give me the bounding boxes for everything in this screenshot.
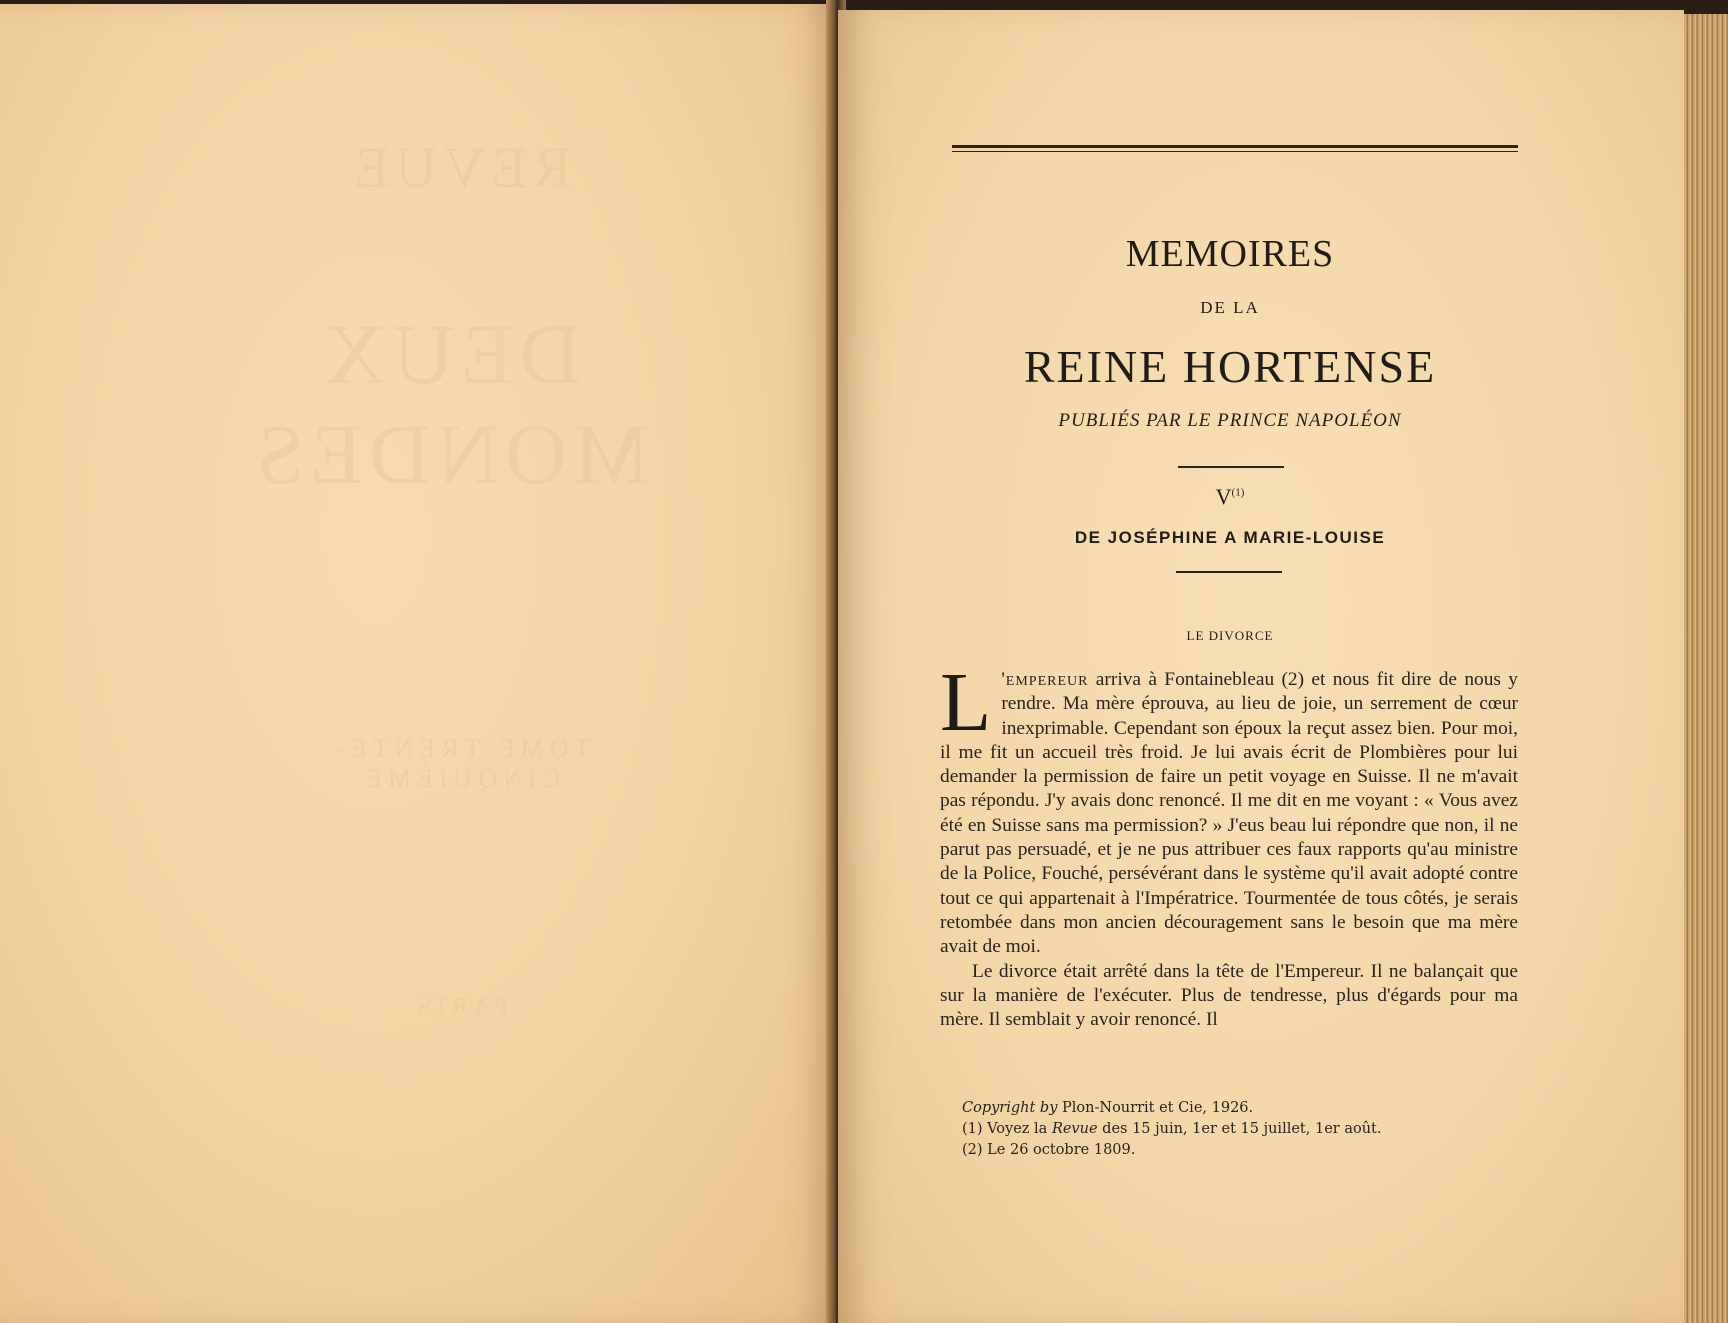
left-page xyxy=(0,4,836,1323)
page-edges xyxy=(1684,14,1728,1323)
chapter-number: V xyxy=(1215,484,1232,509)
paragraph-2: Le divorce était arrêté dans la tête de l'Empereur. Il ne balançait que sur la manière de l'exécuter. Plus de tendresse, plus d'égards pour ma mère. Il semblait y avoir renoncé. Il xyxy=(940,960,1518,1031)
drop-cap: L xyxy=(940,656,992,749)
rule-above-chapter xyxy=(1178,466,1284,468)
show-through-title: DEUX MONDES xyxy=(250,306,650,502)
header-subject: REINE HORTENSE xyxy=(1023,341,1437,392)
show-through-place: PARIS xyxy=(412,994,508,1020)
lead-word: 'empereur xyxy=(1001,669,1089,690)
rule-below-chapter xyxy=(1176,571,1282,573)
show-through-volume: TOME TRENTE-CINQUIÈME xyxy=(330,734,590,793)
paragraph-1-text: arriva à Fontainebleau (2) et nous fit dire de nous y rendre. Ma mère éprouva, au lieu de joie, un serrement de cœur inexprimable. Cependant son époux la reçut assez bien. Pour moi, il me fit un accueil très froid. Je lui avais écrit de Plombières pour lui demander la permission de faire un petit voyage en Suisse. Il ne m'avait pas répondu. J'y avais donc renoncé. Il me dit en me voyant : « Vous avez été en Suisse sans ma permission? » J'eus beau lui répondre que non, il ne parut pas persuadé, et je ne pus attribuer ces faux rapports qu'au ministre de la Police, Fouché, persévérant dans le système qu'il avait adopté contre tout ce qui appartenait à l'Impératrice. Tourmentée de tous côtés, je serais retombée dans mon ancien découragement sans le besoin que ma mère avait de moi. xyxy=(940,669,1518,958)
chapter-title: DE JOSÉPHINE A MARIE-LOUISE xyxy=(1074,528,1386,547)
top-rule xyxy=(952,145,1518,152)
show-through-masthead: REVUE xyxy=(348,135,572,200)
footnotes xyxy=(962,1098,1522,1161)
header-title: MEMOIRES xyxy=(1125,233,1335,275)
chapter-footnote-ref: (1) xyxy=(1231,486,1245,499)
copyright-line: Copyright by Plon-Nourrit et Cie, 1926. xyxy=(962,1100,1254,1116)
paragraph-1 xyxy=(940,656,1518,960)
footnote-1: (1) Voyez la Revue des 15 juin, 1er et 15 juillet, 1er août. xyxy=(962,1121,1382,1137)
chapter-heading xyxy=(1180,484,1280,510)
header-publisher: PUBLIÉS PAR LE PRINCE NAPOLÉON xyxy=(1058,410,1402,431)
section-title: LE DIVORCE xyxy=(1186,628,1274,643)
footnote-2: (2) Le 26 octobre 1809. xyxy=(962,1142,1136,1158)
header-de-la: DE LA xyxy=(1200,298,1260,317)
body-text xyxy=(940,656,1518,1032)
